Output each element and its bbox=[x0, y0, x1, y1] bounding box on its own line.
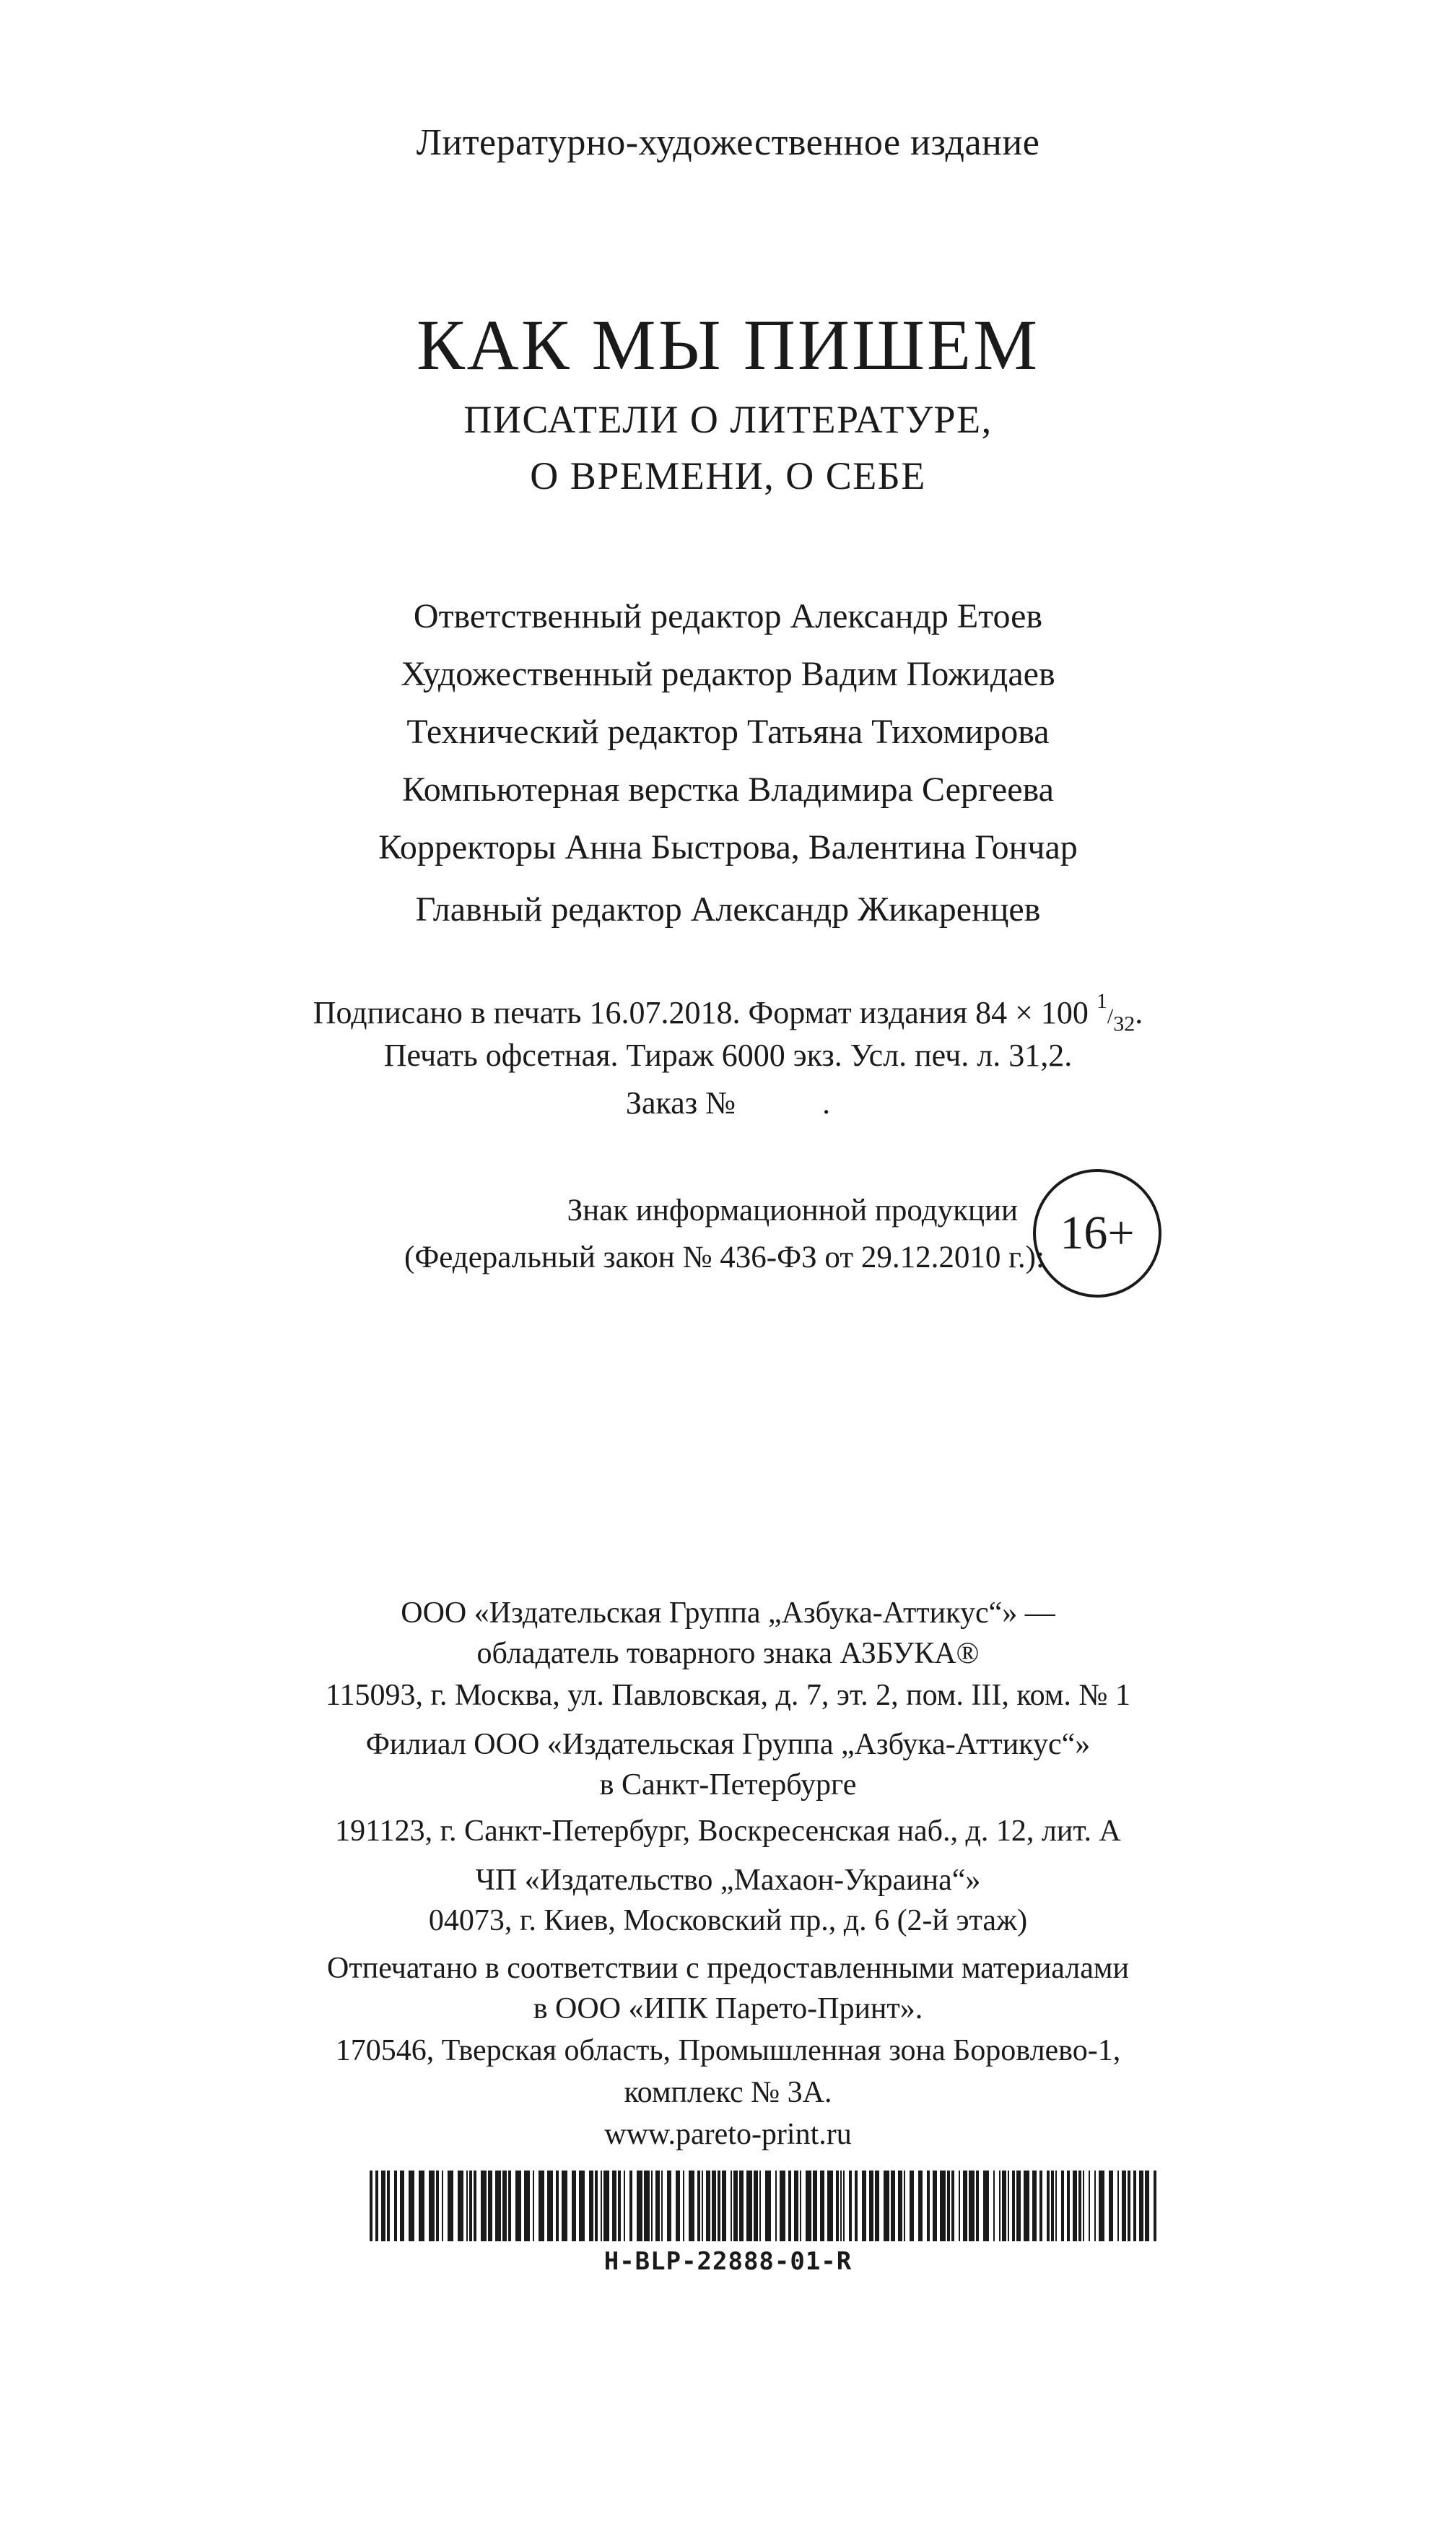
barcode-bar bbox=[595, 2171, 598, 2241]
barcode-bar bbox=[689, 2171, 694, 2241]
barcode-bar bbox=[1024, 2171, 1029, 2241]
barcode-bar bbox=[1099, 2171, 1104, 2241]
publisher-line: 04073, г. Киев, Московский пр., д. 6 (2-й этаж) bbox=[428, 1904, 1028, 1937]
barcode-bar bbox=[898, 2171, 902, 2241]
barcode-bar bbox=[891, 2171, 895, 2241]
barcode-bar bbox=[1145, 2171, 1149, 2241]
barcode-bar bbox=[933, 2171, 937, 2241]
publisher-line: 170546, Тверская область, Промышленная зона Боровлево-1, bbox=[335, 2034, 1121, 2067]
print-format-text: Подписано в печать 16.07.2018. Формат издания 84 × 100 bbox=[313, 995, 1089, 1030]
barcode-bar bbox=[739, 2171, 744, 2241]
barcode-bar bbox=[612, 2171, 616, 2241]
barcode-bar bbox=[827, 2171, 833, 2241]
barcode-bar bbox=[959, 2171, 960, 2241]
barcode-bar bbox=[481, 2171, 487, 2241]
chief-editor-line: Главный редактор Александр Жикаренцев bbox=[415, 890, 1041, 929]
barcode-bar bbox=[765, 2171, 771, 2241]
barcode-bar bbox=[718, 2171, 720, 2241]
barcode-bar bbox=[381, 2171, 385, 2241]
barcode-bar bbox=[969, 2171, 975, 2241]
publisher-line: Филиал ООО «Издательская Группа „Азбука-Аттикус“» bbox=[365, 1728, 1091, 1761]
barcode-bar bbox=[515, 2171, 521, 2241]
barcode-bar bbox=[1094, 2171, 1096, 2241]
barcode-bar bbox=[387, 2171, 390, 2241]
barcode-bar bbox=[603, 2171, 609, 2241]
order-line bbox=[0, 1085, 1456, 1121]
barcode-bar bbox=[474, 2171, 476, 2241]
publisher-line: ЧП «Издательство „Махаон-Украина“» bbox=[475, 1864, 981, 1897]
barcode-bar bbox=[1051, 2171, 1054, 2241]
barcode-bar bbox=[458, 2171, 463, 2241]
barcode-bar bbox=[466, 2171, 468, 2241]
barcode-bar bbox=[539, 2171, 544, 2241]
order-end: . bbox=[822, 1085, 831, 1121]
barcode-bar bbox=[1055, 2171, 1057, 2241]
barcode-bar bbox=[533, 2171, 534, 2241]
age-rating-badge bbox=[1033, 1169, 1161, 1298]
publisher-line: в ООО «ИПК Парето-Принт». bbox=[533, 1992, 923, 2025]
barcode-bar bbox=[759, 2171, 761, 2241]
barcode-bar bbox=[442, 2171, 443, 2241]
barcode-bar bbox=[836, 2171, 839, 2241]
barcode-bar bbox=[731, 2171, 732, 2241]
barcode-bar bbox=[1083, 2171, 1084, 2241]
credit-line: Технический редактор Татьяна Тихомирова bbox=[406, 713, 1050, 751]
barcode-bar bbox=[875, 2171, 879, 2241]
credit-line: Корректоры Анна Быстрова, Валентина Гончар bbox=[378, 828, 1078, 866]
barcode-bar bbox=[547, 2171, 553, 2241]
barcode-bar bbox=[862, 2171, 866, 2241]
barcode-bar bbox=[429, 2171, 435, 2241]
barcode-bar bbox=[1139, 2171, 1143, 2241]
publisher-line: Отпечатано в соответствии с предоставленными материалами bbox=[327, 1952, 1129, 1985]
book-title: КАК МЫ ПИШЕМ bbox=[416, 305, 1040, 385]
barcode-bar bbox=[1078, 2171, 1081, 2241]
barcode-bar bbox=[951, 2171, 954, 2241]
barcode-bar bbox=[1016, 2171, 1021, 2241]
publisher-line: ООО «Издательская Группа „Азбука-Аттикус“» — bbox=[401, 1596, 1055, 1630]
barcode-bars bbox=[370, 2171, 1158, 2241]
barcode-bar bbox=[947, 2171, 950, 2241]
publisher-line: 115093, г. Москва, ул. Павловская, д. 7, эт. 2, пом. III, ком. № 1 bbox=[326, 1679, 1130, 1712]
barcode-bar bbox=[869, 2171, 873, 2241]
barcode-bar bbox=[400, 2171, 404, 2241]
barcode-bar bbox=[1109, 2171, 1113, 2241]
barcode-bar bbox=[637, 2171, 642, 2241]
barcode-bar bbox=[589, 2171, 593, 2241]
barcode-bar bbox=[508, 2171, 511, 2241]
barcode-bar bbox=[733, 2171, 738, 2241]
barcode-bar bbox=[806, 2171, 811, 2241]
barcode-bar bbox=[754, 2171, 758, 2241]
barcode-bar bbox=[676, 2171, 680, 2241]
genre-label: Литературно-художественное издание bbox=[416, 122, 1040, 163]
age-rating-value: 16+ bbox=[1060, 1207, 1135, 1259]
barcode-bar bbox=[618, 2171, 621, 2241]
barcode-bar bbox=[524, 2171, 530, 2241]
barcode-bar bbox=[910, 2171, 914, 2241]
barcode-bar bbox=[579, 2171, 585, 2241]
book-subtitle-line-2: О ВРЕМЕНИ, О СЕБЕ bbox=[530, 454, 926, 498]
barcode-bar bbox=[409, 2171, 414, 2241]
barcode-bar bbox=[562, 2171, 567, 2241]
publisher-url: www.pareto-print.ru bbox=[604, 2118, 852, 2151]
barcode-bar bbox=[624, 2171, 625, 2241]
barcode-bar bbox=[1008, 2171, 1009, 2241]
barcode-bar bbox=[794, 2171, 798, 2241]
barcode-bar bbox=[683, 2171, 684, 2241]
barcode-bar bbox=[448, 2171, 453, 2241]
order-label: Заказ № bbox=[625, 1085, 736, 1121]
book-subtitle-line-1: ПИСАТЕЛИ О ЛИТЕРАТУРЕ, bbox=[463, 398, 993, 441]
age-rating-label: Знак информационной продукции bbox=[567, 1194, 1018, 1228]
barcode-bar bbox=[1039, 2171, 1042, 2241]
barcode-bar bbox=[629, 2171, 632, 2241]
barcode-bar bbox=[572, 2171, 576, 2241]
barcode-bar bbox=[651, 2171, 653, 2241]
barcode-bar bbox=[780, 2171, 785, 2241]
credit-line: Компьютерная верстка Владимира Сергеева bbox=[402, 770, 1054, 809]
barcode-bar bbox=[813, 2171, 817, 2241]
format-numerator: 1 bbox=[1096, 989, 1107, 1013]
barcode-bar bbox=[667, 2171, 671, 2241]
barcode-bar bbox=[904, 2171, 905, 2241]
barcode-bar bbox=[722, 2171, 726, 2241]
barcode-bar bbox=[1154, 2171, 1156, 2241]
barcode-bar bbox=[993, 2171, 995, 2241]
barcode-bar bbox=[436, 2171, 439, 2241]
barcode-bar bbox=[488, 2171, 492, 2241]
barcode-bar bbox=[394, 2171, 397, 2241]
barcode-bar bbox=[840, 2171, 842, 2241]
barcode-bar bbox=[495, 2171, 501, 2241]
barcode-bar bbox=[661, 2171, 663, 2241]
barcode-bar bbox=[927, 2171, 930, 2241]
publisher-line: 191123, г. Санкт-Петербург, Воскресенская наб., д. 12, лит. А bbox=[335, 1815, 1121, 1848]
barcode-bar bbox=[849, 2171, 852, 2241]
barcode-bar bbox=[556, 2171, 559, 2241]
barcode-bar bbox=[976, 2171, 979, 2241]
credit-line: Художественный редактор Вадим Пожидаев bbox=[401, 655, 1055, 693]
barcode-bar bbox=[712, 2171, 716, 2241]
barcode-bar bbox=[1012, 2171, 1015, 2241]
barcode-bar bbox=[1032, 2171, 1037, 2241]
barcode-bar bbox=[884, 2171, 889, 2241]
barcode-bar bbox=[419, 2171, 424, 2241]
barcode bbox=[370, 2171, 1158, 2241]
barcode-bar bbox=[1002, 2171, 1006, 2241]
barcode-bar bbox=[800, 2171, 801, 2241]
barcode-bar bbox=[1047, 2171, 1050, 2241]
barcode-bar bbox=[1122, 2171, 1126, 2241]
print-run-line: Печать офсетная. Тираж 6000 экз. Усл. печ. л. 31,2. bbox=[383, 1038, 1073, 1073]
barcode-bar bbox=[706, 2171, 710, 2241]
barcode-bar bbox=[999, 2171, 1001, 2241]
format-denominator: 32 bbox=[1113, 1012, 1135, 1036]
barcode-bar bbox=[1128, 2171, 1130, 2241]
barcode-bar bbox=[655, 2171, 660, 2241]
barcode-bar bbox=[370, 2171, 372, 2241]
barcode-bar bbox=[1073, 2171, 1077, 2241]
barcode-bar bbox=[375, 2171, 378, 2241]
barcode-bar bbox=[601, 2171, 602, 2241]
barcode-bar bbox=[1133, 2171, 1136, 2241]
barcode-bar bbox=[1067, 2171, 1070, 2241]
barcode-bar bbox=[820, 2171, 824, 2241]
barcode-bar bbox=[1117, 2171, 1119, 2241]
publisher-line: обладатель товарного знака АЗБУКА® bbox=[476, 1637, 980, 1670]
barcode-bar bbox=[788, 2171, 791, 2241]
barcode-bar bbox=[855, 2171, 858, 2241]
barcode-bar bbox=[940, 2171, 946, 2241]
barcode-bar bbox=[502, 2171, 507, 2241]
barcode-bar bbox=[1061, 2171, 1064, 2241]
barcode-bar bbox=[644, 2171, 650, 2241]
barcode-bar bbox=[702, 2171, 703, 2241]
barcode-bar bbox=[775, 2171, 777, 2241]
barcode-bar bbox=[469, 2171, 472, 2241]
format-fraction: 1/32 bbox=[1096, 989, 1135, 1036]
age-rating-law: (Федеральный закон № 436-ФЗ от 29.12.2010 г.): bbox=[404, 1241, 1045, 1274]
barcode-bar bbox=[843, 2171, 845, 2241]
barcode-bar bbox=[746, 2171, 752, 2241]
publisher-line: в Санкт-Петербурге bbox=[599, 1768, 857, 1802]
barcode-bar bbox=[963, 2171, 967, 2241]
barcode-bar bbox=[1089, 2171, 1090, 2241]
publisher-line: комплекс № 3А. bbox=[624, 2076, 832, 2109]
barcode-bar bbox=[918, 2171, 923, 2241]
credit-line: Ответственный редактор Александр Етоев bbox=[413, 597, 1043, 635]
print-format-line bbox=[0, 989, 1456, 1037]
barcode-bar bbox=[697, 2171, 700, 2241]
barcode-bar bbox=[983, 2171, 989, 2241]
format-end: . bbox=[1135, 995, 1143, 1030]
barcode-text: H-BLP-22888-01-R bbox=[603, 2247, 853, 2276]
